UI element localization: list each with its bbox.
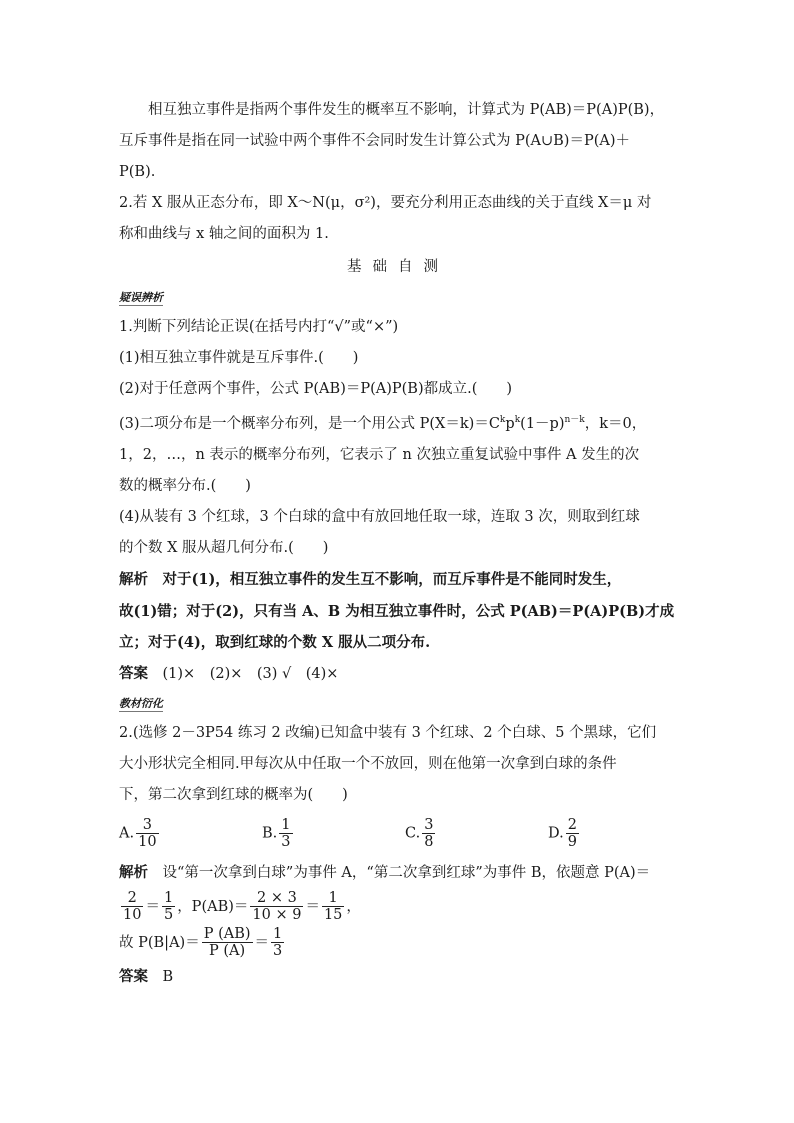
q2-stem-line-2: 大小形状完全相同.甲每次从中任取一个不放回，则在他第一次拿到白球的条件 xyxy=(119,755,617,772)
fraction: $\frac{1}{15}$ xyxy=(323,890,343,924)
q1-item-2: (2)对于任意两个事件，公式 P(AB)＝P(A)P(B)都成立.( ) xyxy=(119,381,513,397)
q2-stem-line-3: 下，第二次拿到红球的概率为( ) xyxy=(119,786,348,803)
section-title: 基础自测 xyxy=(347,259,449,275)
intro-line-4: 2.若 X 服从正态分布，即 X～N(μ，σ²)，要充分利用正态曲线的关于直线 X＝μ 对 xyxy=(119,195,652,211)
fraction: $\frac{2}{10}$ xyxy=(123,890,142,924)
intro-line-1: 相互独立事件是指两个事件发生的概率互不影响，计算式为 P(AB)＝P(A)P(B)， xyxy=(148,102,665,118)
option-b: B. $\frac{1}{3}$ xyxy=(262,817,291,851)
option-c-fraction: $\frac{3}{8}$ xyxy=(424,817,434,851)
answer-label: 答案 xyxy=(119,664,148,682)
answer-label: 答案 xyxy=(119,967,148,985)
option-d: D. $\frac{2}{9}$ xyxy=(548,817,577,851)
q2-options xyxy=(119,811,677,857)
q1-item-1: (1)相互独立事件就是互斥事件.( ) xyxy=(119,350,359,366)
q2-answer: 答案 B xyxy=(119,967,174,985)
intro-line-3: P(B). xyxy=(119,164,156,180)
q1-stem: 1.判断下列结论正误(在括号内打“√”或“×”) xyxy=(119,319,399,335)
q1-item-3-line-3: 数的概率分布.( ) xyxy=(119,477,251,494)
q2-solution-line-2: $\frac{2}{10}$ ＝ $\frac{1}{5}$ ，P(AB)＝ $\frac{2 \times 3}{10 \times 9}$ ＝ $\frac{1}{15}$ ， xyxy=(123,890,361,924)
q1-solution: 解析 对于(1)，相互独立事件的发生互不影响，而互斥事件是不能同时发生， xyxy=(119,570,622,588)
q1-item-3: (3)二项分布是一个概率分布列，是一个用公式 $P(X=k)=C^kp^k(1-p)^{n-k}$，k＝0， xyxy=(119,415,647,432)
tag-textbook: 教材衍化 xyxy=(119,696,163,710)
document-page xyxy=(119,95,677,993)
solution-label: 解析 xyxy=(119,570,148,588)
option-a: A. $\frac{3}{10}$ xyxy=(119,817,157,851)
q1-solution-line-2: 故(1)错；对于(2)，只有当 A、B 为相互独立事件时，公式 P(AB)＝P(A)P(B)才成 xyxy=(119,602,675,620)
fraction: $\frac{2 \times 3}{10 \times 9}$ xyxy=(252,890,302,924)
q1-item-4-line-2: 的个数 X 服从超几何分布.( ) xyxy=(119,539,329,556)
option-c: C. $\frac{3}{8}$ xyxy=(405,817,434,851)
q2-solution: 解析 设“第一次拿到白球”为事件 A，“第二次拿到红球”为事件 B，依题意 P(A)＝ xyxy=(119,863,651,881)
fraction: $\frac{1}{3}$ xyxy=(273,926,283,960)
q1-item-3-line-2: 1，2，…，n 表示的概率分布列，它表示了 n 次独立重复试验中事件 A 发生的次 xyxy=(119,446,640,463)
option-b-fraction: $\frac{1}{3}$ xyxy=(281,817,291,851)
solution-label: 解析 xyxy=(119,863,148,881)
q1-solution-line-3: 立；对于(4)，取到红球的个数 X 服从二项分布. xyxy=(119,633,431,651)
intro-line-2: 互斥事件是指在同一试验中两个事件不会同时发生计算公式为 P(A∪B)＝P(A)＋ xyxy=(119,133,630,149)
intro-line-5: 称和曲线与 x 轴之间的面积为 1. xyxy=(119,226,329,242)
q2-solution-line-3: 故 P(B|A)＝ $\frac{P (AB)}{P (A)}$ ＝ $\frac{1}{3}$ xyxy=(119,926,283,960)
q2-stem: 2.(选修 2－3P54 练习 2 改编)已知盒中装有 3 个红球、2 个白球、5 个黑球，它们 xyxy=(119,724,657,741)
fraction: $\frac{1}{5}$ xyxy=(163,890,174,924)
q1-item-4: (4)从装有 3 个红球，3 个白球的盒中有放回地任取一球，连取 3 次，则取到红球 xyxy=(119,508,640,525)
fraction: $\frac{P (AB)}{P (A)}$ xyxy=(203,926,251,960)
q1-answer: 答案 (1)× (2)× (3) √ (4)× xyxy=(119,664,339,682)
tag-error-analysis: 疑误辨析 xyxy=(119,291,163,304)
option-a-fraction: $\frac{3}{10}$ xyxy=(138,817,157,851)
option-d-fraction: $\frac{2}{9}$ xyxy=(567,817,577,851)
